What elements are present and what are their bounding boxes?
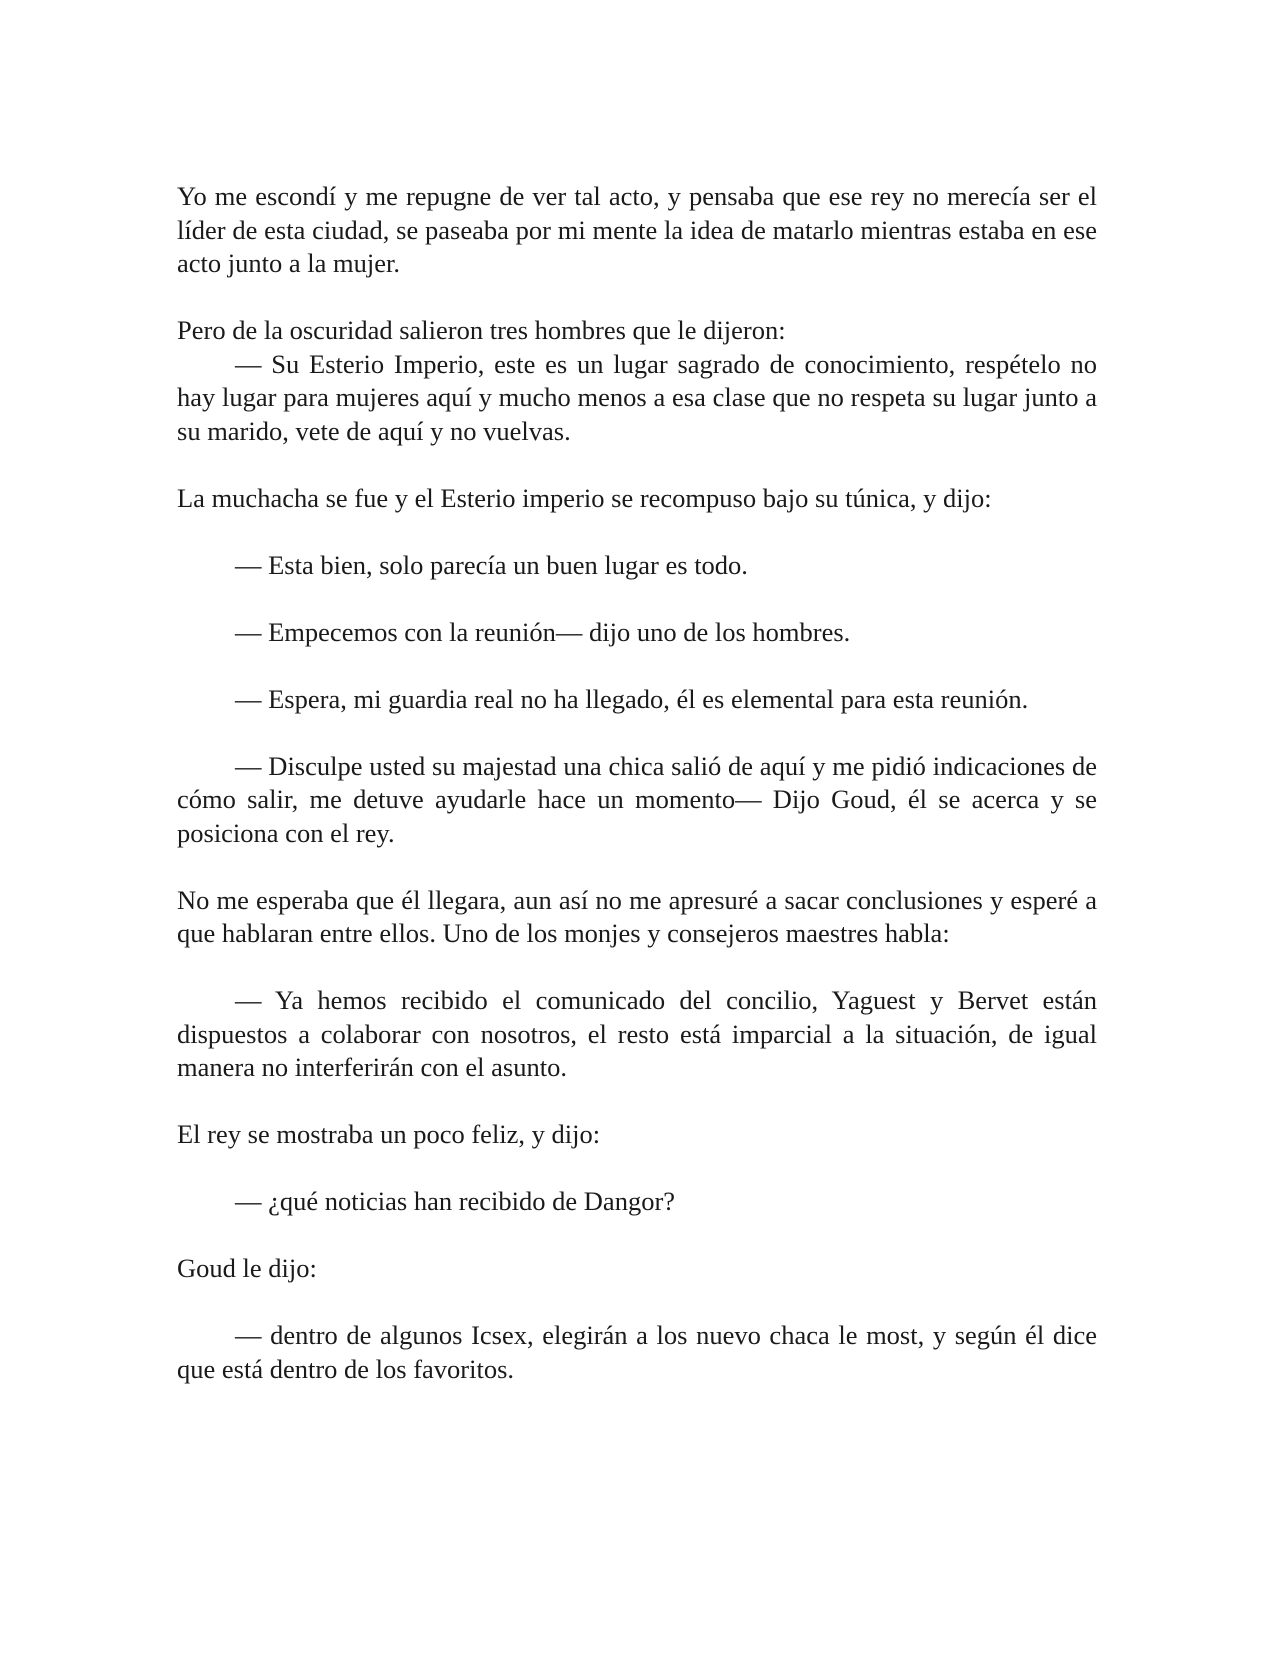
paragraph: No me esperaba que él llegara, aun así no me apresuré a sacar conclusiones y esperé a que hablaran entre ellos. Uno de los monjes y consejeros maestres habla:	[177, 884, 1097, 948]
dialogue-line: — dentro de algunos Icsex, elegirán a los nuevo chaca le most, y según él dice que está dentro de los favoritos.	[177, 1320, 1097, 1384]
dialogue-line: — Su Esterio Imperio, este es un lugar sagrado de conocimiento, respételo no hay lugar para mujeres aquí y mucho menos a esa clase que no respeta su lugar junto a su marido, vete de aquí y no vuelvas.	[177, 348, 1097, 446]
body-text	[177, 180, 1097, 1386]
paragraph: Goud le dijo:	[177, 1253, 317, 1283]
dialogue-line: — Espera, mi guardia real no ha llegado, él es elemental para esta reunión.	[235, 683, 1029, 714]
dialogue-line: — Disculpe usted su majestad una chica salió de aquí y me pidió indicaciones de cómo salir, me detuve ayudarle hace un momento— Dijo Goud, él se acerca y se posiciona con el rey.	[177, 750, 1097, 848]
dialogue-line: — Ya hemos recibido el comunicado del concilio, Yaguest y Bervet están dispuestos a colaborar con nosotros, el resto está imparcial a la situación, de igual manera no interferirán con el asunto.	[177, 985, 1097, 1082]
paragraph: El rey se mostraba un poco feliz, y dijo:	[177, 1119, 601, 1149]
dialogue-line: — Esta bien, solo parecía un buen lugar es todo.	[235, 549, 748, 580]
dialogue-line: — Empecemos con la reunión— dijo uno de los hombres.	[235, 616, 851, 647]
paragraph: La muchacha se fue y el Esterio imperio se recompuso bajo su túnica, y dijo:	[177, 482, 992, 513]
dialogue-line: — ¿qué noticias han recibido de Dangor?	[235, 1186, 676, 1216]
paragraph: Pero de la oscuridad salieron tres hombres que le dijeron:	[177, 315, 786, 345]
paragraph: Yo me escondí y me repugne de ver tal acto, y pensaba que ese rey no merecía ser el líder de esta ciudad, se paseaba por mi mente la idea de matarlo mientras estaba en ese acto junto a la mujer.	[177, 181, 1097, 278]
